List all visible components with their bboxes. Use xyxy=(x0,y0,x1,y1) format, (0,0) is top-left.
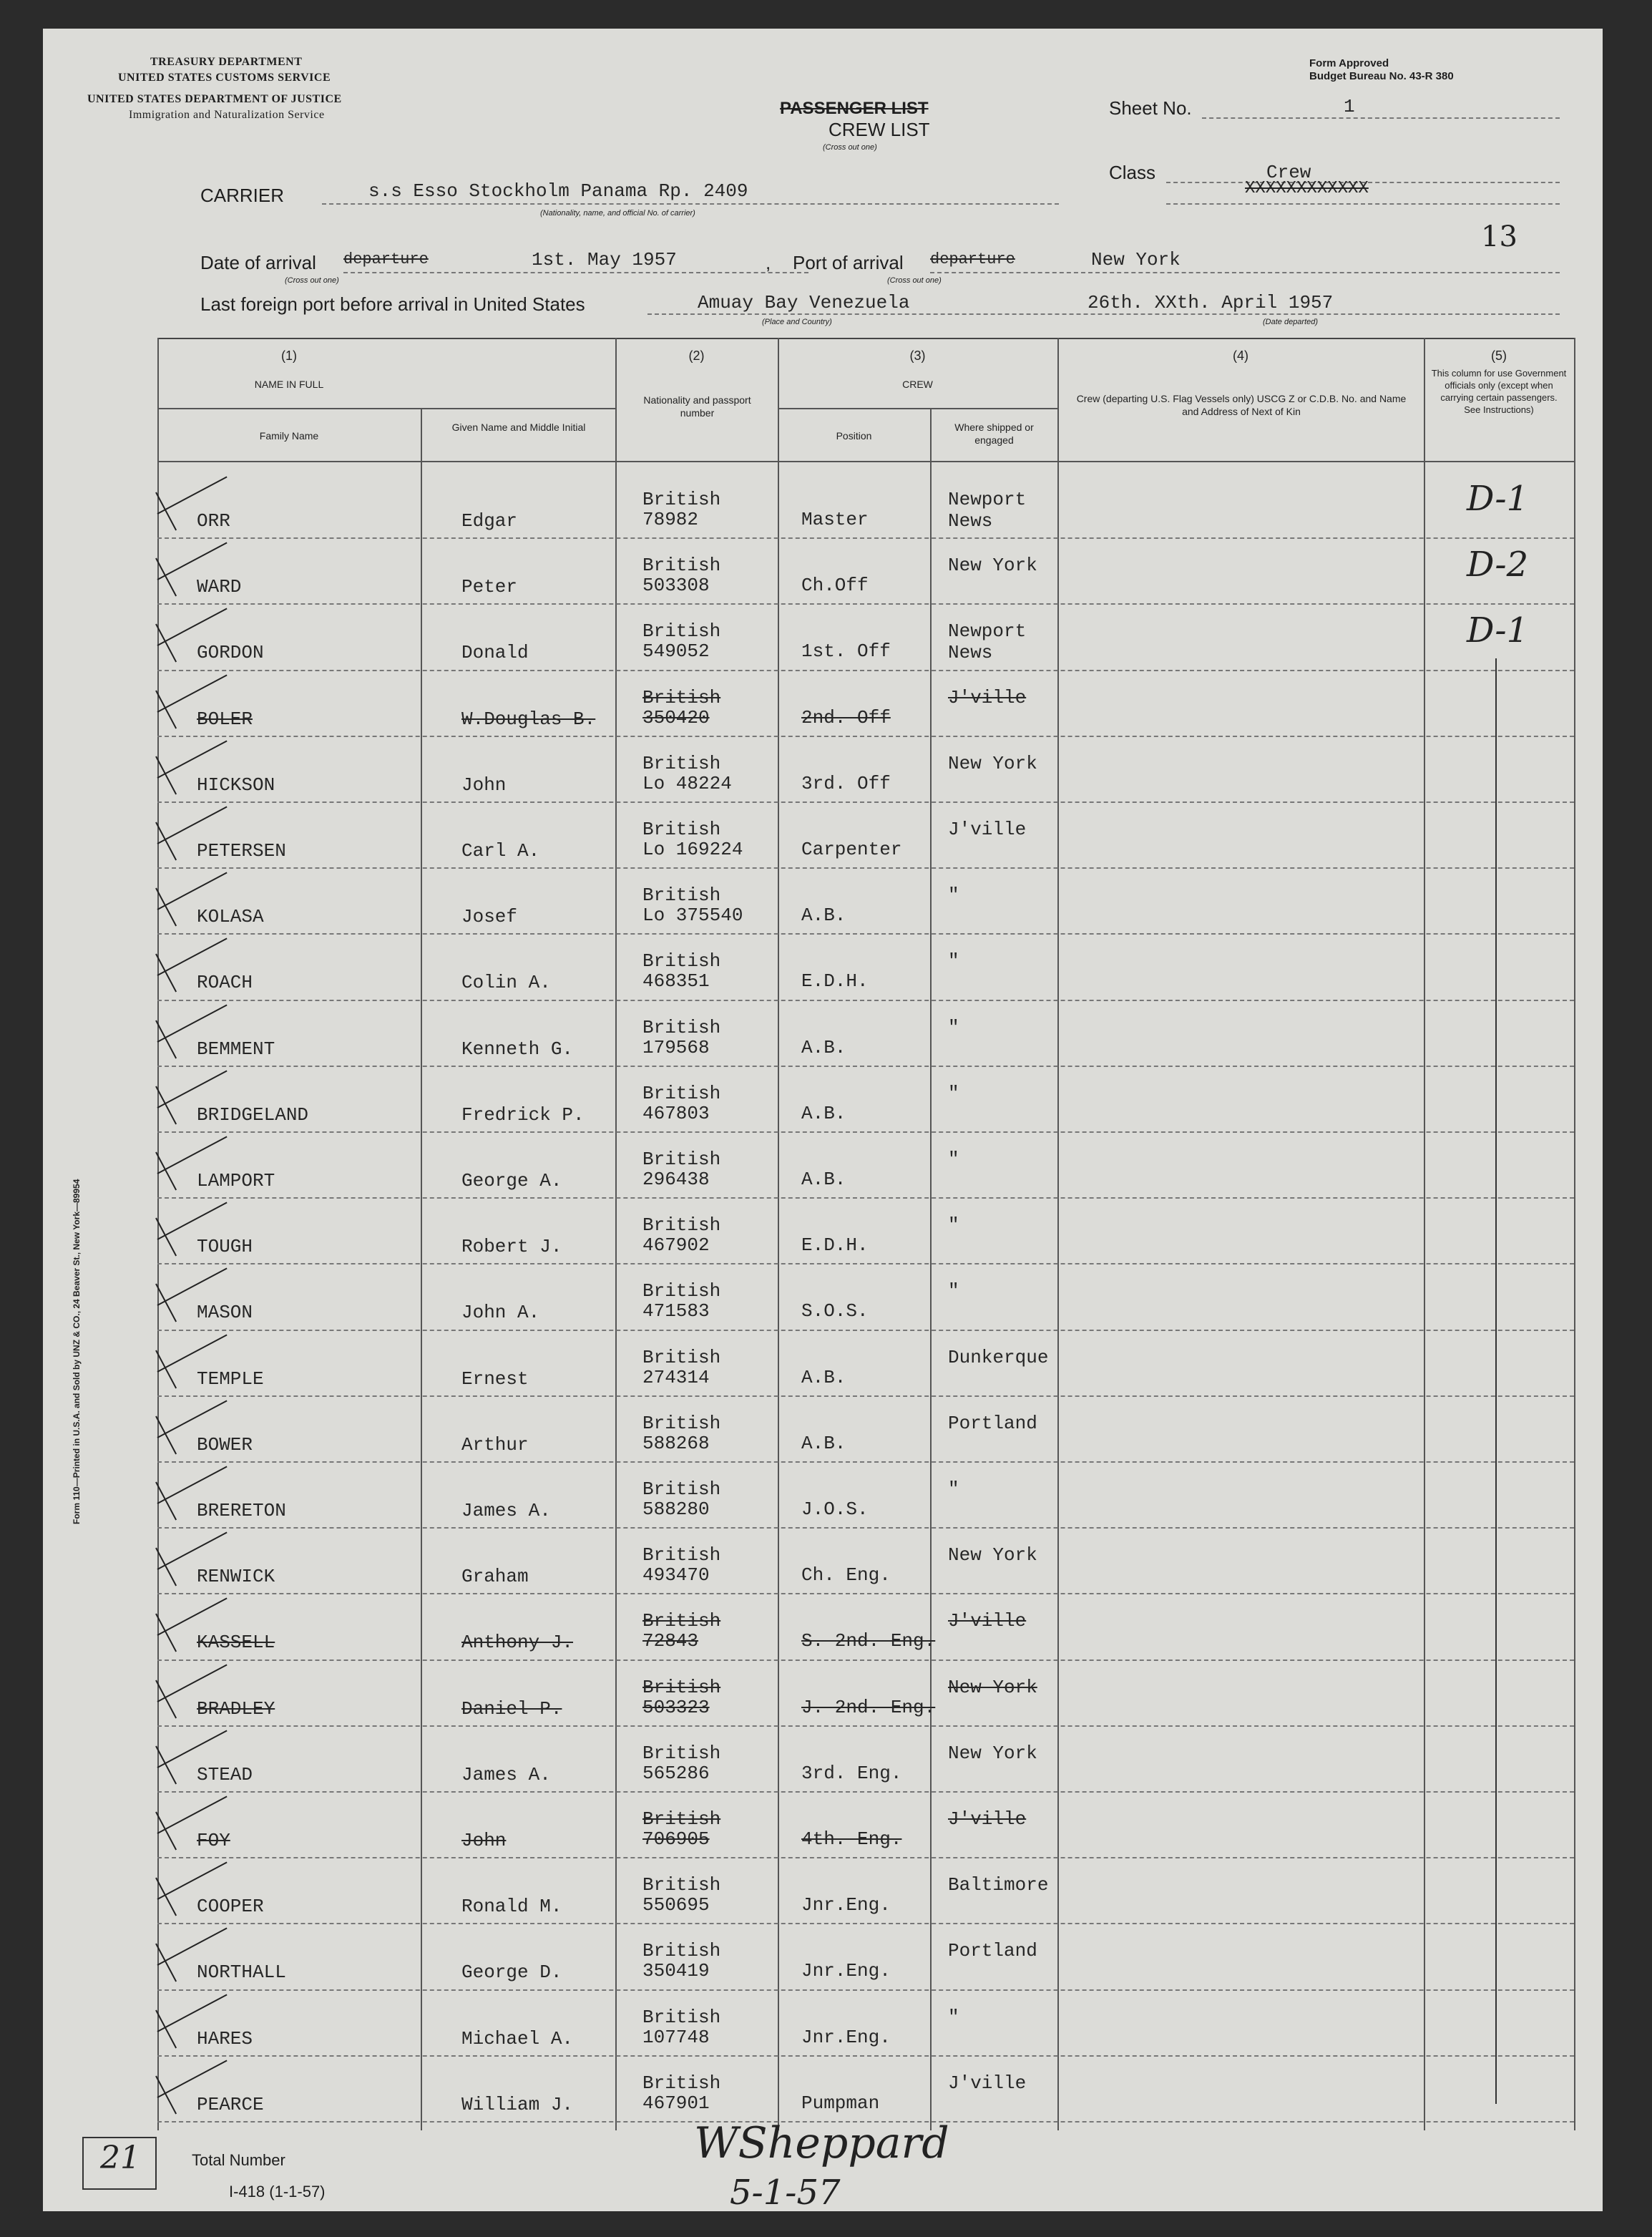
where-shipped: " xyxy=(948,1280,959,1302)
port-struck: departure xyxy=(930,250,1015,268)
list-type: CREW LIST xyxy=(829,119,930,140)
given-name: Fredrick P. xyxy=(461,1103,585,1126)
nationality: British xyxy=(642,1940,721,1962)
where-shipped: New York xyxy=(948,1544,1037,1566)
row-separator xyxy=(157,1527,1574,1529)
where-shipped: J'ville xyxy=(948,686,1027,708)
port-arrival-value: New York xyxy=(1091,249,1181,271)
position: A.B. xyxy=(801,1036,846,1058)
nationality: British xyxy=(642,884,721,907)
position: A.B. xyxy=(801,1169,846,1190)
nationality: British xyxy=(642,555,721,577)
sheet-label: Sheet No. xyxy=(1109,97,1192,119)
where-shipped: New York xyxy=(948,1742,1037,1764)
given-name: Edgar xyxy=(461,510,518,532)
nationality: British xyxy=(642,1082,721,1104)
nationality: British xyxy=(642,1412,721,1434)
col1-sub-border xyxy=(157,408,615,409)
family-name: KASSELL xyxy=(197,1632,275,1654)
col5-num: (5) xyxy=(1491,349,1507,363)
nationality: British xyxy=(642,1214,721,1237)
given-name: Colin A. xyxy=(461,972,551,994)
date-arrival-label: Date of arrival xyxy=(200,252,316,273)
port-arrival-label: Port of arrival xyxy=(793,252,904,273)
form-approved: Form Approved xyxy=(1309,57,1389,69)
where-shipped: " xyxy=(948,1149,959,1170)
date-departed-note: (Date departed) xyxy=(1263,318,1319,326)
given-name: James A. xyxy=(461,1500,551,1521)
passport-number: 588268 xyxy=(642,1432,710,1454)
nationality: British xyxy=(642,1016,721,1038)
total-number-label: Total Number xyxy=(192,2151,285,2169)
passport-number: 706905 xyxy=(642,1828,710,1850)
table-row xyxy=(157,1004,1574,1070)
position: 4th. Eng. xyxy=(801,1828,902,1850)
col5-title: This column for use Government officials only (except when carrying certain passengers. See Instructions) xyxy=(1431,368,1567,415)
passport-number: 274314 xyxy=(642,1366,710,1388)
given-name: Ronald M. xyxy=(461,1896,562,1918)
passport-number: 72843 xyxy=(642,1630,699,1652)
given-name: Peter xyxy=(461,576,518,598)
position: 3rd. Off xyxy=(801,772,891,794)
header-bottom-border xyxy=(157,461,1574,462)
table-row xyxy=(157,1136,1574,1202)
class-line-2 xyxy=(1166,203,1560,205)
sheet-line xyxy=(1202,117,1560,119)
given-name: Daniel P. xyxy=(461,1697,562,1720)
col3-sub-border xyxy=(778,408,1057,409)
sheet-value: 1 xyxy=(1344,96,1355,117)
row-separator xyxy=(157,1131,1574,1133)
family-name: WARD xyxy=(197,576,242,598)
nationality: British xyxy=(642,2072,721,2094)
family-name: ORR xyxy=(197,510,230,532)
family-name: ROACH xyxy=(197,972,253,994)
col1-num: (1) xyxy=(281,349,297,363)
signature-date: 5-1-57 xyxy=(730,2173,841,2213)
nationality: British xyxy=(642,620,721,643)
col3-title: CREW xyxy=(902,379,933,390)
budget-bureau: Budget Bureau No. 43-R 380 xyxy=(1309,70,1454,82)
passport-number: 503323 xyxy=(642,1696,710,1718)
family-name: TEMPLE xyxy=(197,1368,264,1390)
position: 3rd. Eng. xyxy=(801,1762,902,1784)
nationality: British xyxy=(642,1808,721,1830)
col3a-title: Position xyxy=(836,430,872,442)
row-separator xyxy=(157,1660,1574,1661)
family-name: BEMMENT xyxy=(197,1038,275,1060)
col1b-title: Given Name and Middle Initial xyxy=(451,421,586,433)
given-name: Kenneth G. xyxy=(461,1038,574,1060)
family-name: BRADLEY xyxy=(197,1697,275,1720)
where-shipped: " xyxy=(948,1016,959,1038)
position: S. 2nd. Eng. xyxy=(801,1630,936,1652)
nationality: British xyxy=(642,1676,721,1698)
date-line xyxy=(343,272,808,273)
passport-number: 549052 xyxy=(642,640,710,663)
last-port-line xyxy=(647,313,1560,315)
agency-line-3: UNITED STATES DEPARTMENT OF JUSTICE xyxy=(87,93,342,105)
table-row xyxy=(157,1334,1574,1400)
given-name: Josef xyxy=(461,906,518,928)
where-shipped: " xyxy=(948,884,959,907)
given-name: George D. xyxy=(461,1961,562,1984)
position: S.O.S. xyxy=(801,1300,869,1322)
family-name: STEAD xyxy=(197,1763,253,1785)
passport-number: 296438 xyxy=(642,1169,710,1190)
table-row xyxy=(157,1070,1574,1136)
family-name: COOPER xyxy=(197,1896,264,1918)
passport-number: 179568 xyxy=(642,1036,710,1058)
page-number-hand: 13 xyxy=(1481,220,1517,253)
nationality: British xyxy=(642,1280,721,1302)
passport-number: Lo 375540 xyxy=(642,905,743,927)
port-line xyxy=(930,272,1560,273)
class-struck: XXXXXXXXXXXX xyxy=(1245,179,1369,198)
family-name: RENWICK xyxy=(197,1566,275,1588)
row-separator xyxy=(157,1791,1574,1793)
passport-number: 503308 xyxy=(642,575,710,597)
where-shipped: J'ville xyxy=(948,1808,1027,1830)
col3b-title: Where shipped or engaged xyxy=(954,421,1034,447)
where-shipped: " xyxy=(948,2006,959,2028)
where-shipped: Newport News xyxy=(948,489,1027,532)
family-name: LAMPORT xyxy=(197,1170,275,1191)
col3-num: (3) xyxy=(909,349,926,363)
family-name: PETERSEN xyxy=(197,840,286,862)
position: Ch.Off xyxy=(801,575,869,597)
total-number-hand: 21 xyxy=(100,2140,140,2176)
table-row xyxy=(157,872,1574,937)
last-port-value: Amuay Bay Venezuela xyxy=(698,292,910,313)
col4-num: (4) xyxy=(1233,349,1248,363)
where-shipped: J'ville xyxy=(948,1610,1027,1632)
comma: , xyxy=(766,252,771,273)
crew-list-document xyxy=(43,29,1603,2211)
passport-number: 467902 xyxy=(642,1234,710,1257)
given-name: W.Douglas B. xyxy=(461,708,596,730)
passport-number: 550695 xyxy=(642,1894,710,1916)
row-separator xyxy=(157,1263,1574,1264)
passport-number: 467901 xyxy=(642,2092,710,2114)
row-separator xyxy=(157,1000,1574,1001)
nationality: British xyxy=(642,1742,721,1764)
date-departed-value: 26th. XXth. April 1957 xyxy=(1088,292,1334,313)
family-name: HICKSON xyxy=(197,774,275,796)
row-separator xyxy=(157,736,1574,737)
last-port-label: Last foreign port before arrival in United States xyxy=(200,293,585,315)
where-shipped: " xyxy=(948,1478,959,1500)
given-name: John A. xyxy=(461,1302,540,1324)
table-row xyxy=(157,1400,1574,1466)
cross-out-note-1: (Cross out one) xyxy=(823,143,877,152)
given-name: Anthony J. xyxy=(461,1632,574,1654)
passport-number: Lo 169224 xyxy=(642,839,743,860)
row-separator xyxy=(157,537,1574,539)
table-top-border xyxy=(157,338,1574,339)
position: A.B. xyxy=(801,1102,846,1124)
given-name: Michael A. xyxy=(461,2027,574,2050)
passport-number: 468351 xyxy=(642,970,710,993)
where-shipped: Newport News xyxy=(948,620,1027,664)
row-separator xyxy=(157,1461,1574,1463)
given-name: Donald xyxy=(461,642,529,664)
row-separator xyxy=(157,1197,1574,1199)
where-shipped: New York xyxy=(948,555,1037,577)
where-shipped: J'ville xyxy=(948,819,1027,840)
position: A.B. xyxy=(801,1432,846,1454)
row-separator xyxy=(157,1330,1574,1331)
row-separator xyxy=(157,603,1574,605)
position: Pumpman xyxy=(801,2092,880,2114)
carrier-value: s.s Esso Stockholm Panama Rp. 2409 xyxy=(368,180,748,202)
passport-number: 107748 xyxy=(642,2026,710,2048)
nationality: British xyxy=(642,1478,721,1500)
where-shipped: Dunkerque xyxy=(948,1346,1049,1368)
col4-title: Crew (departing U.S. Flag Vessels only) USCG Z or C.D.B. No. and Name and Address of Next of Kin xyxy=(1076,393,1407,418)
given-name: George A. xyxy=(461,1170,562,1191)
family-name: GORDON xyxy=(197,642,264,664)
position: J. 2nd. Eng. xyxy=(801,1696,936,1718)
row-separator xyxy=(157,1923,1574,1924)
col2-title: Nationality and passport number xyxy=(643,394,751,419)
row-separator xyxy=(157,1066,1574,1067)
position: E.D.H. xyxy=(801,970,869,993)
family-name: BOWER xyxy=(197,1433,253,1456)
carrier-label: CARRIER xyxy=(200,185,285,206)
given-name: Ernest xyxy=(461,1368,529,1390)
official-note: D-2 xyxy=(1467,545,1529,585)
place-note: (Place and Country) xyxy=(762,318,832,326)
row-separator xyxy=(157,2055,1574,2057)
position: Jnr.Eng. xyxy=(801,2026,891,2048)
where-shipped: Portland xyxy=(948,1940,1037,1962)
form-code: I-418 (1-1-57) xyxy=(229,2183,326,2201)
official-note: D-1 xyxy=(1467,479,1529,519)
class-value: Crew xyxy=(1266,162,1311,183)
family-name: HARES xyxy=(197,2027,253,2050)
where-shipped: New York xyxy=(948,752,1037,774)
cross-out-note-3: (Cross out one) xyxy=(887,276,942,285)
agency-line-2: UNITED STATES CUSTOMS SERVICE xyxy=(118,72,331,84)
list-type-struck: PASSENGER LIST xyxy=(780,99,929,118)
family-name: BOLER xyxy=(197,708,253,730)
family-name: PEARCE xyxy=(197,2093,264,2115)
class-label: Class xyxy=(1109,162,1156,183)
nationality: British xyxy=(642,1874,721,1896)
where-shipped: Portland xyxy=(948,1412,1037,1434)
row-separator xyxy=(157,1395,1574,1397)
given-name: John xyxy=(461,774,507,796)
row-separator xyxy=(157,933,1574,935)
nationality: British xyxy=(642,752,721,774)
where-shipped: J'ville xyxy=(948,2072,1027,2094)
row-separator xyxy=(157,1593,1574,1594)
col2-num: (2) xyxy=(688,349,705,363)
carrier-note: (Nationality, name, and official No. of carrier) xyxy=(540,209,695,218)
passport-number: 565286 xyxy=(642,1762,710,1784)
family-name: FOY xyxy=(197,1830,230,1851)
row-separator xyxy=(157,867,1574,869)
family-name: MASON xyxy=(197,1302,253,1324)
position: Carpenter xyxy=(801,839,902,860)
row-separator xyxy=(157,1989,1574,1991)
nationality: British xyxy=(642,1149,721,1170)
position: Jnr.Eng. xyxy=(801,1894,891,1916)
nationality: British xyxy=(642,2006,721,2028)
position: A.B. xyxy=(801,1366,846,1388)
official-note: D-1 xyxy=(1467,610,1529,651)
family-name: TOUGH xyxy=(197,1236,253,1258)
where-shipped: " xyxy=(948,1214,959,1237)
col-line-7 xyxy=(1574,338,1575,2130)
where-shipped: Baltimore xyxy=(948,1874,1049,1896)
passport-number: 471583 xyxy=(642,1300,710,1322)
nationality: British xyxy=(642,489,721,510)
passport-number: 493470 xyxy=(642,1564,710,1587)
family-name: NORTHALL xyxy=(197,1961,286,1984)
date-arrival-value: 1st. May 1957 xyxy=(532,249,677,271)
position: Ch. Eng. xyxy=(801,1564,891,1587)
passport-number: 467803 xyxy=(642,1102,710,1124)
position: J.O.S. xyxy=(801,1498,869,1520)
col1-title: NAME IN FULL xyxy=(254,379,324,390)
nationality: British xyxy=(642,1346,721,1368)
passport-number: 350420 xyxy=(642,706,710,728)
passport-number: Lo 48224 xyxy=(642,772,732,794)
given-name: John xyxy=(461,1830,507,1851)
family-name: BRERETON xyxy=(197,1500,286,1521)
nationality: British xyxy=(642,950,721,973)
given-name: James A. xyxy=(461,1763,551,1785)
where-shipped: " xyxy=(948,950,959,973)
nationality: British xyxy=(642,1610,721,1632)
passport-number: 78982 xyxy=(642,509,699,530)
family-name: BRIDGELAND xyxy=(197,1103,309,1126)
where-shipped: " xyxy=(948,1082,959,1104)
given-name: Robert J. xyxy=(461,1236,562,1258)
carrier-line xyxy=(322,203,1059,205)
row-separator xyxy=(157,670,1574,671)
date-struck: departure xyxy=(343,250,429,268)
passport-number: 350419 xyxy=(642,1960,710,1982)
row-separator xyxy=(157,1857,1574,1858)
agency-line-4: Immigration and Naturalization Service xyxy=(129,109,325,121)
family-name: KOLASA xyxy=(197,906,264,928)
cross-out-note-2: (Cross out one) xyxy=(285,276,339,285)
official-bracket-line xyxy=(1495,658,1497,2104)
passport-number: 588280 xyxy=(642,1498,710,1520)
position: Master xyxy=(801,509,869,530)
position: 1st. Off xyxy=(801,640,891,663)
nationality: British xyxy=(642,819,721,840)
row-separator xyxy=(157,801,1574,803)
position: A.B. xyxy=(801,905,846,927)
col1a-title: Family Name xyxy=(259,430,319,442)
agency-line-1: TREASURY DEPARTMENT xyxy=(150,56,303,68)
row-separator xyxy=(157,1725,1574,1727)
given-name: Carl A. xyxy=(461,840,540,862)
nationality: British xyxy=(642,686,721,708)
where-shipped: New York xyxy=(948,1676,1037,1698)
position: Jnr.Eng. xyxy=(801,1960,891,1982)
position: E.D.H. xyxy=(801,1234,869,1257)
position: 2nd. Off xyxy=(801,706,891,728)
side-print: Form 110—Printed in U.S.A. and Sold by UNZ & CO., 24 Beaver St., New York—89954 xyxy=(72,1179,82,1524)
given-name: Arthur xyxy=(461,1433,529,1456)
signature: WSheppard xyxy=(694,2118,949,2168)
given-name: William J. xyxy=(461,2093,574,2115)
given-name: Graham xyxy=(461,1566,529,1588)
nationality: British xyxy=(642,1544,721,1566)
